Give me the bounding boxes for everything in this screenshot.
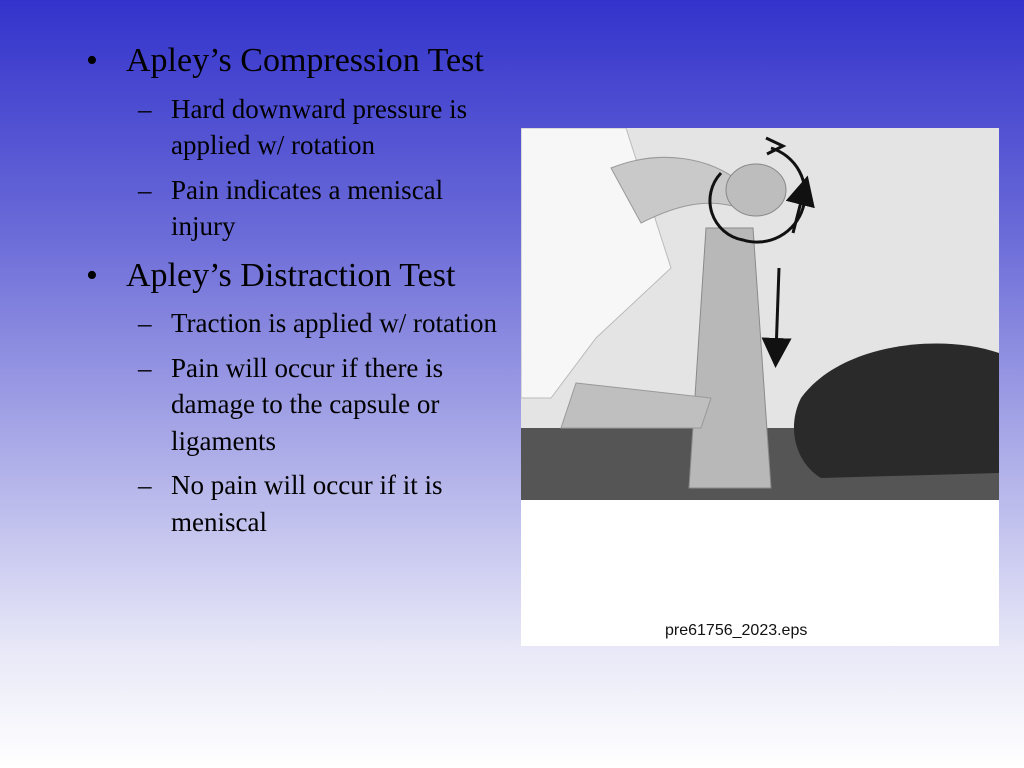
sub-item	[86, 467, 506, 540]
sub-item	[86, 350, 506, 459]
sub-item-text: Pain will occur if there is damage to the capsule or ligaments	[171, 352, 444, 456]
bullet-apley-compression	[86, 40, 506, 83]
sub-item	[86, 91, 506, 164]
dash-mark: –	[138, 470, 152, 501]
sub-item-text: No pain will occur if it is meniscal	[171, 470, 443, 537]
sub-item	[86, 172, 506, 245]
bullet-apley-distraction	[86, 255, 506, 298]
dash-mark: –	[138, 93, 152, 124]
sub-item-text: Hard downward pressure is applied w/ rotation	[171, 93, 468, 161]
sub-item	[86, 305, 506, 341]
dash-mark: –	[138, 308, 152, 339]
slide-text	[86, 40, 506, 550]
figure-caption: pre61756_2023.eps	[665, 622, 808, 639]
bullet-mark: •	[86, 256, 98, 294]
knee-exam-photo-icon	[521, 128, 999, 500]
sub-list-compression	[86, 91, 506, 245]
bullet-mark: •	[86, 42, 98, 79]
sub-list-distraction	[86, 305, 506, 540]
bullet-text: Apley’s Compression Test	[126, 42, 484, 79]
sub-item-text: Traction is applied w/ rotation	[171, 308, 497, 339]
dash-mark: –	[138, 174, 152, 205]
sub-item-text: Pain indicates a meniscal injury	[171, 174, 444, 242]
figure	[521, 128, 999, 646]
patient-foot	[726, 164, 786, 216]
bullet-text: Apley’s Distraction Test	[126, 256, 456, 294]
dash-mark: –	[138, 352, 152, 383]
